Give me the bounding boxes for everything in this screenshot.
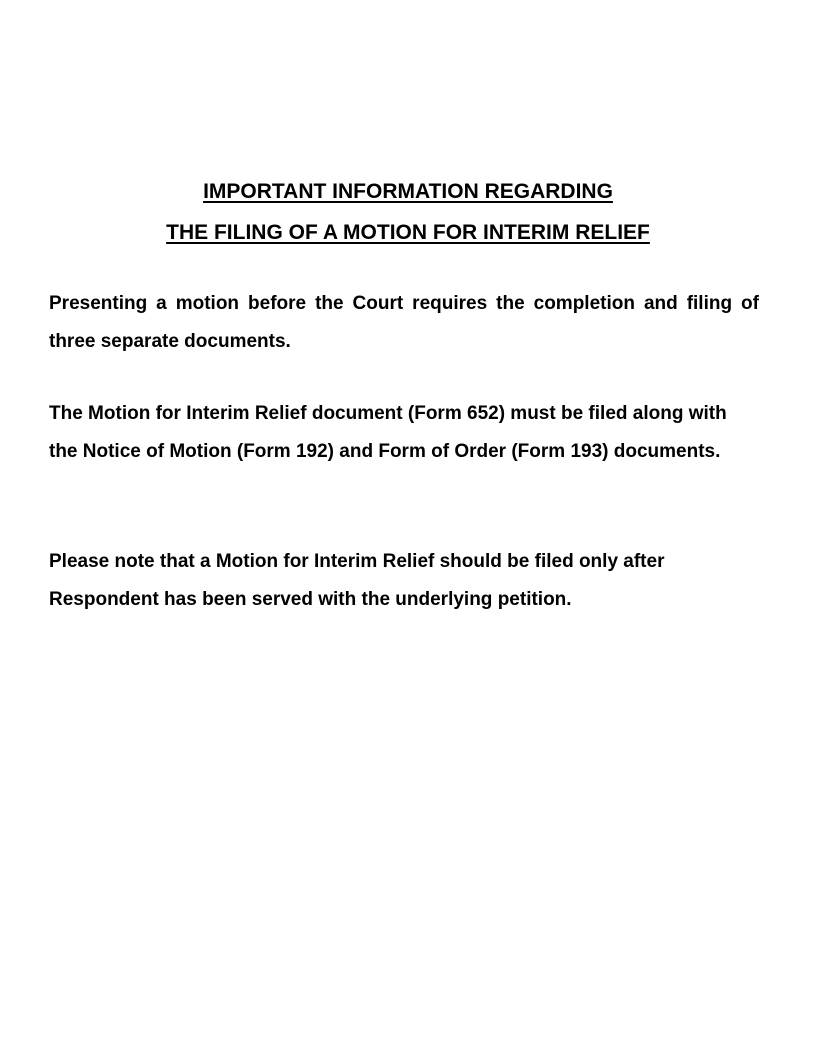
- paragraph-service-note: Please note that a Motion for Interim Relief should be filed only after Respondent has been served with the underlying petition.: [49, 551, 665, 610]
- document-title: [0, 171, 816, 253]
- paragraph-required-forms: The Motion for Interim Relief document (Form 652) must be filed along with the Notice of Motion (Form 192) and Form of Order (Form 193) documents.: [49, 403, 727, 462]
- title-line-2: THE FILING OF A MOTION FOR INTERIM RELIEF: [166, 221, 650, 244]
- paragraph-filing-requirements: Presenting a motion before the Court requires the completion and filing of three separate documents.: [49, 293, 759, 352]
- title-line-1: IMPORTANT INFORMATION REGARDING: [203, 180, 613, 203]
